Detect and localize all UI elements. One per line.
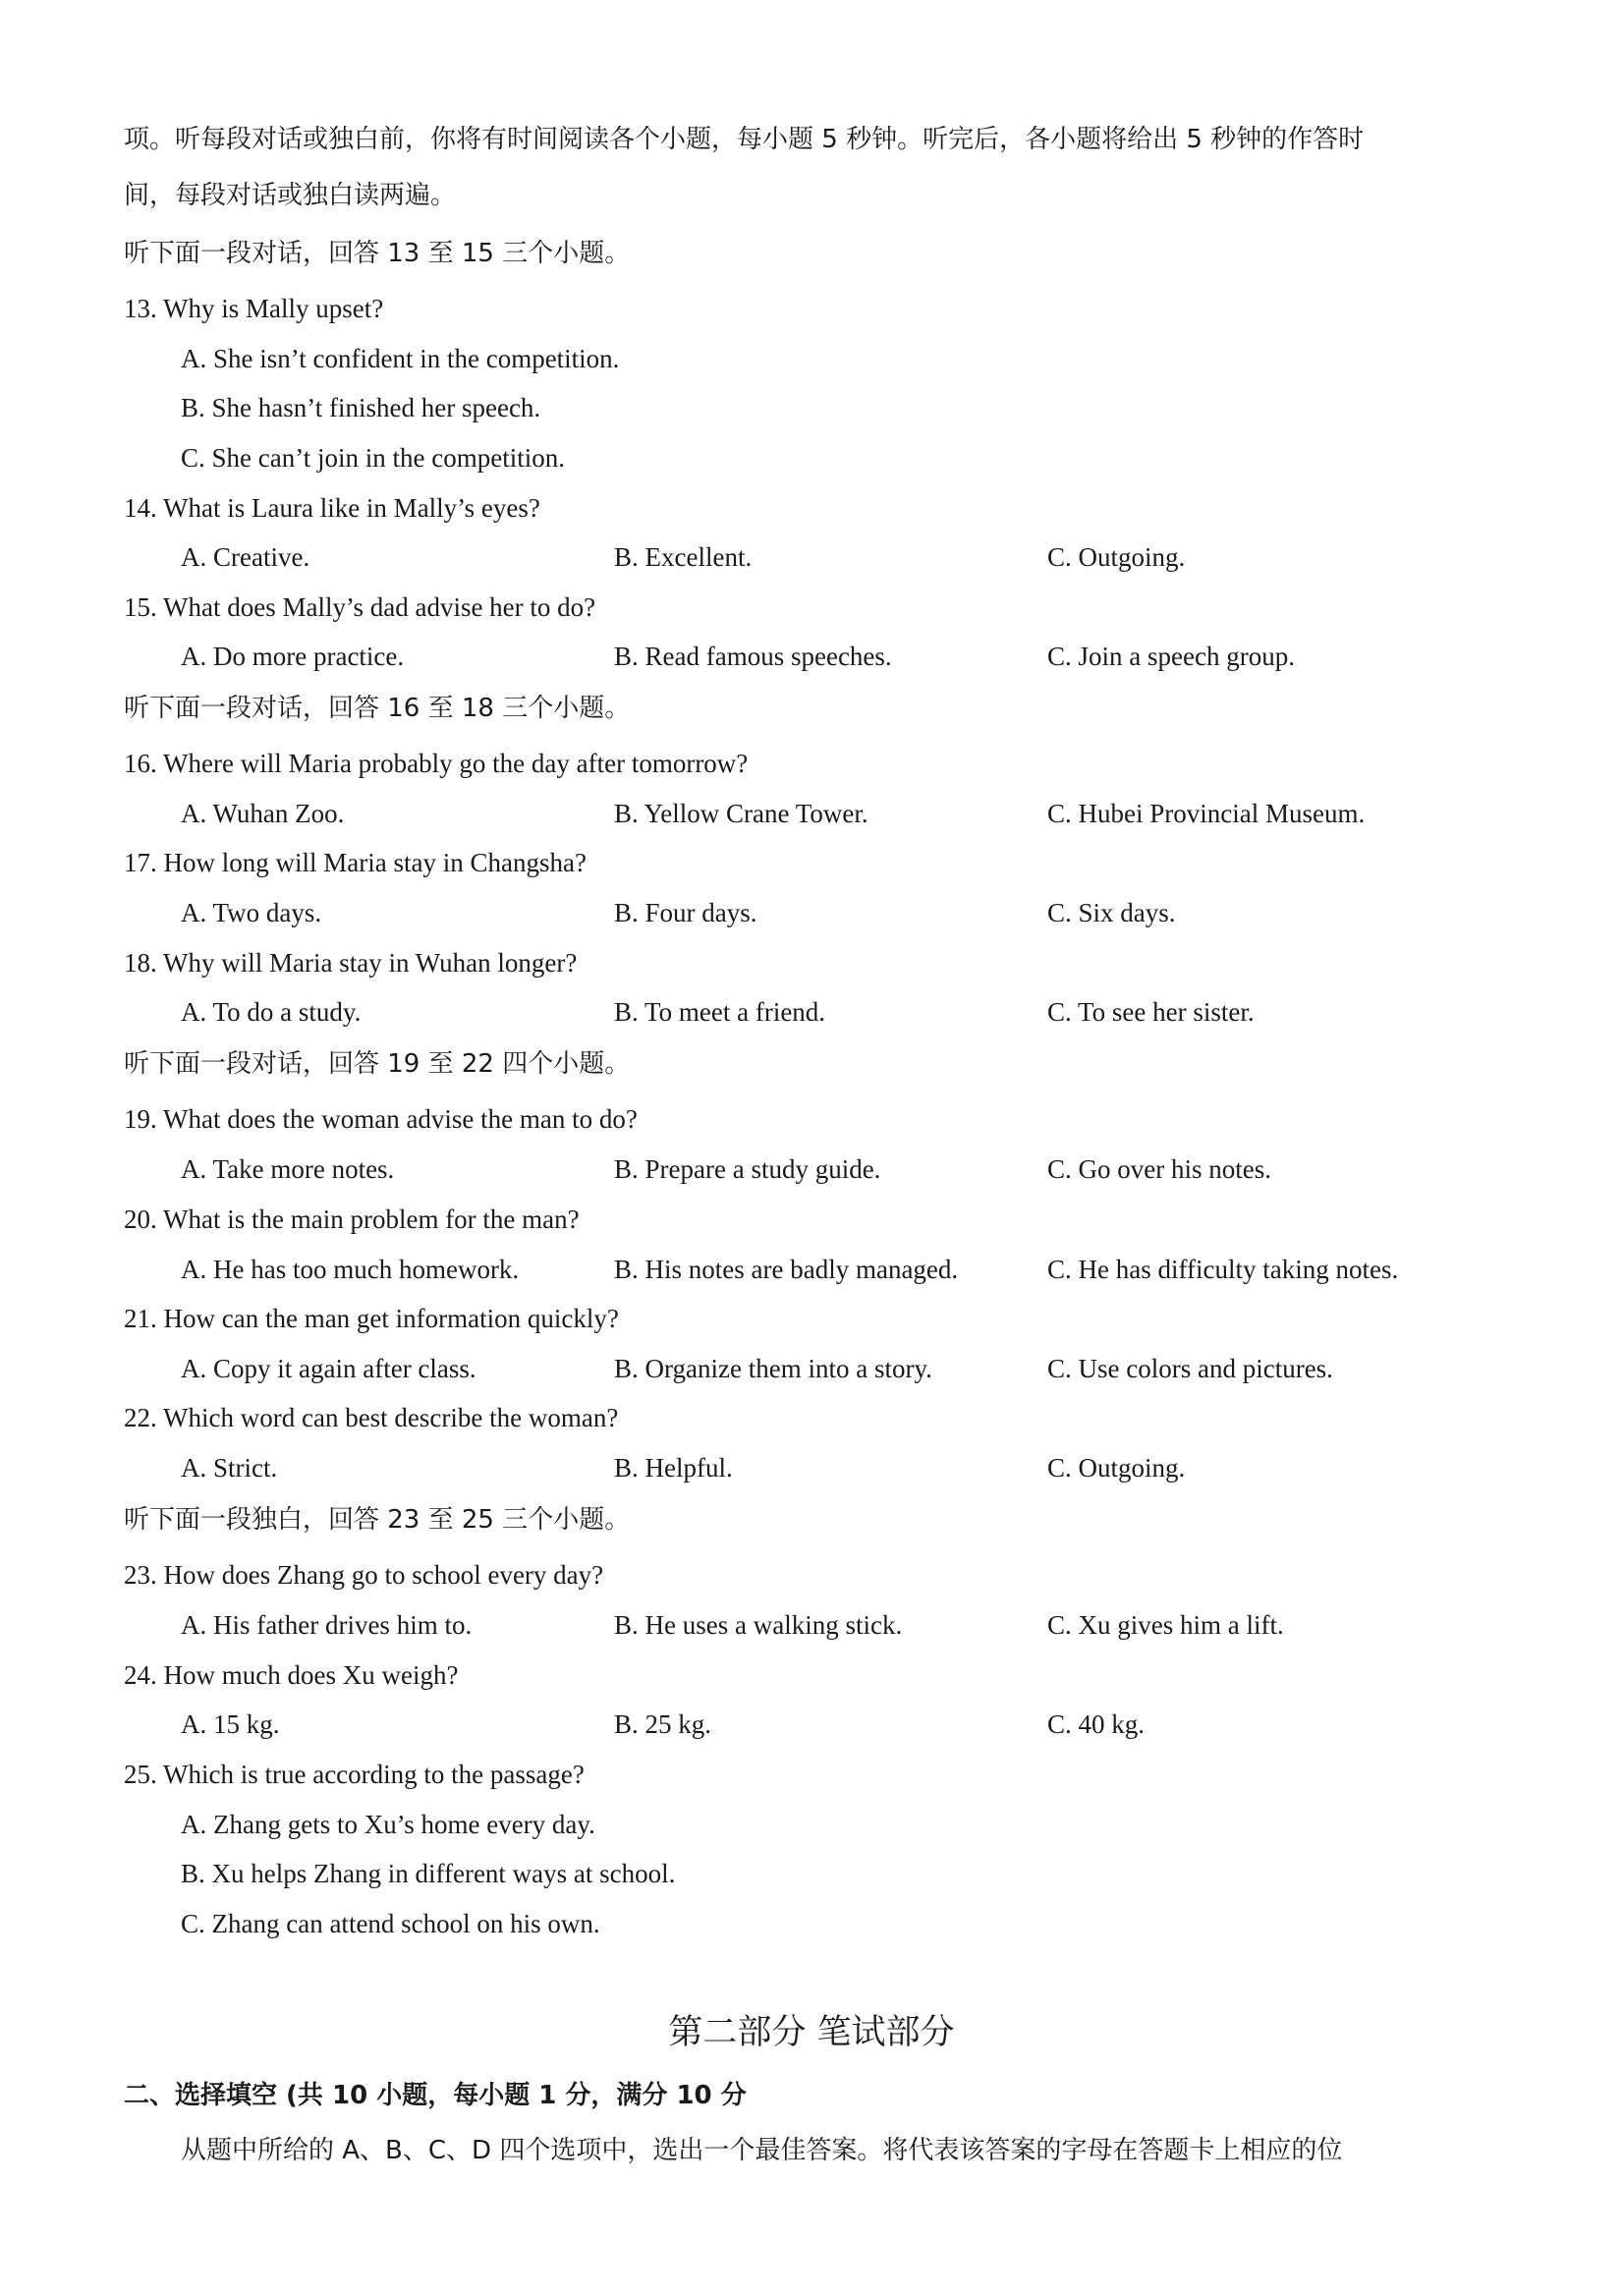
intro-line-1: 项。听每段对话或独白前，你将有时间阅读各个小题，每小题 5 秒钟。听完后，各小题将给出 5 秒钟的作答时	[124, 125, 1365, 154]
option-24-c: C. 40 kg.	[1047, 1709, 1146, 1739]
question-19: 19. What does the woman advise the man to do?	[124, 1104, 638, 1134]
question-21: 21. How can the man get information quickly?	[124, 1304, 619, 1333]
option-20-c: C. He has difficulty taking notes.	[1047, 1255, 1399, 1284]
option-22-b: B. Helpful.	[614, 1453, 733, 1483]
options-23	[0, 1608, 1623, 1642]
option-13-a: A. She isn’t confident in the competition.	[181, 344, 620, 373]
option-24-a: A. 15 kg.	[181, 1709, 280, 1739]
question-20: 20. What is the main problem for the man?	[124, 1204, 580, 1234]
option-25-c: C. Zhang can attend school on his own.	[181, 1909, 600, 1938]
question-14: 14. What is Laura like in Mally’s eyes?	[124, 493, 540, 523]
option-21-c: C. Use colors and pictures.	[1047, 1354, 1333, 1383]
option-16-a: A. Wuhan Zoo.	[181, 799, 345, 828]
options-18	[0, 995, 1623, 1029]
options-24	[0, 1708, 1623, 1741]
options-17	[0, 896, 1623, 929]
question-23: 23. How does Zhang go to school every day?	[124, 1560, 604, 1590]
option-19-c: C. Go over his notes.	[1047, 1154, 1271, 1184]
option-23-c: C. Xu gives him a lift.	[1047, 1610, 1284, 1640]
question-16: 16. Where will Maria probably go the day after tomorrow?	[124, 749, 749, 778]
option-22-c: C. Outgoing.	[1047, 1453, 1186, 1483]
options-15	[0, 640, 1623, 673]
options-19	[0, 1152, 1623, 1186]
option-17-a: A. Two days.	[181, 898, 322, 927]
option-23-b: B. He uses a walking stick.	[614, 1610, 903, 1640]
part-two-title: 第二部分 笔试部分	[668, 2013, 955, 2052]
options-22	[0, 1451, 1623, 1484]
option-14-b: B. Excellent.	[614, 542, 753, 572]
section-two-heading: 二、选择填空 (共 10 小题，每小题 1 分，满分 10 分	[124, 2081, 747, 2110]
option-25-b: B. Xu helps Zhang in different ways at school.	[181, 1859, 676, 1888]
instruction-19-22: 听下面一段对话，回答 19 至 22 四个小题。	[124, 1049, 631, 1079]
instruction-23-25: 听下面一段独白，回答 23 至 25 三个小题。	[124, 1505, 631, 1535]
instruction-13-15: 听下面一段对话，回答 13 至 15 三个小题。	[124, 239, 631, 268]
options-21	[0, 1352, 1623, 1385]
instruction-16-18: 听下面一段对话，回答 16 至 18 三个小题。	[124, 694, 631, 723]
question-17: 17. How long will Maria stay in Changsha?	[124, 848, 587, 877]
option-16-c: C. Hubei Provincial Museum.	[1047, 799, 1366, 828]
question-18: 18. Why will Maria stay in Wuhan longer?	[124, 948, 578, 978]
options-16	[0, 797, 1623, 830]
option-15-b: B. Read famous speeches.	[614, 642, 892, 671]
option-20-b: B. His notes are badly managed.	[614, 1255, 959, 1284]
question-15: 15. What does Mally’s dad advise her to do?	[124, 592, 596, 622]
option-15-a: A. Do more practice.	[181, 642, 405, 671]
question-13: 13. Why is Mally upset?	[124, 294, 384, 323]
option-14-c: C. Outgoing.	[1047, 542, 1186, 572]
option-14-a: A. Creative.	[181, 542, 310, 572]
option-19-a: A. Take more notes.	[181, 1154, 395, 1184]
option-18-b: B. To meet a friend.	[614, 997, 826, 1027]
option-22-a: A. Strict.	[181, 1453, 278, 1483]
options-14	[0, 540, 1623, 574]
option-17-c: C. Six days.	[1047, 898, 1176, 927]
option-25-a: A. Zhang gets to Xu’s home every day.	[181, 1810, 595, 1839]
intro-line-2: 间，每段对话或独白读两遍。	[124, 181, 457, 210]
option-18-a: A. To do a study.	[181, 997, 362, 1027]
option-20-a: A. He has too much homework.	[181, 1255, 520, 1284]
option-13-c: C. She can’t join in the competition.	[181, 443, 565, 473]
option-17-b: B. Four days.	[614, 898, 757, 927]
section-two-instruction: 从题中所给的 A、B、C、D 四个选项中，选出一个最佳答案。将代表该答案的字母在答题卡上相应的位	[181, 2136, 1343, 2165]
question-24: 24. How much does Xu weigh?	[124, 1660, 459, 1690]
option-24-b: B. 25 kg.	[614, 1709, 712, 1739]
option-18-c: C. To see her sister.	[1047, 997, 1255, 1027]
options-20	[0, 1253, 1623, 1286]
option-19-b: B. Prepare a study guide.	[614, 1154, 881, 1184]
question-22: 22. Which word can best describe the woman?	[124, 1403, 619, 1432]
option-15-c: C. Join a speech group.	[1047, 642, 1295, 671]
option-21-a: A. Copy it again after class.	[181, 1354, 476, 1383]
option-21-b: B. Organize them into a story.	[614, 1354, 932, 1383]
option-16-b: B. Yellow Crane Tower.	[614, 799, 868, 828]
option-23-a: A. His father drives him to.	[181, 1610, 473, 1640]
question-25: 25. Which is true according to the passage?	[124, 1760, 585, 1789]
option-13-b: B. She hasn’t finished her speech.	[181, 393, 541, 422]
